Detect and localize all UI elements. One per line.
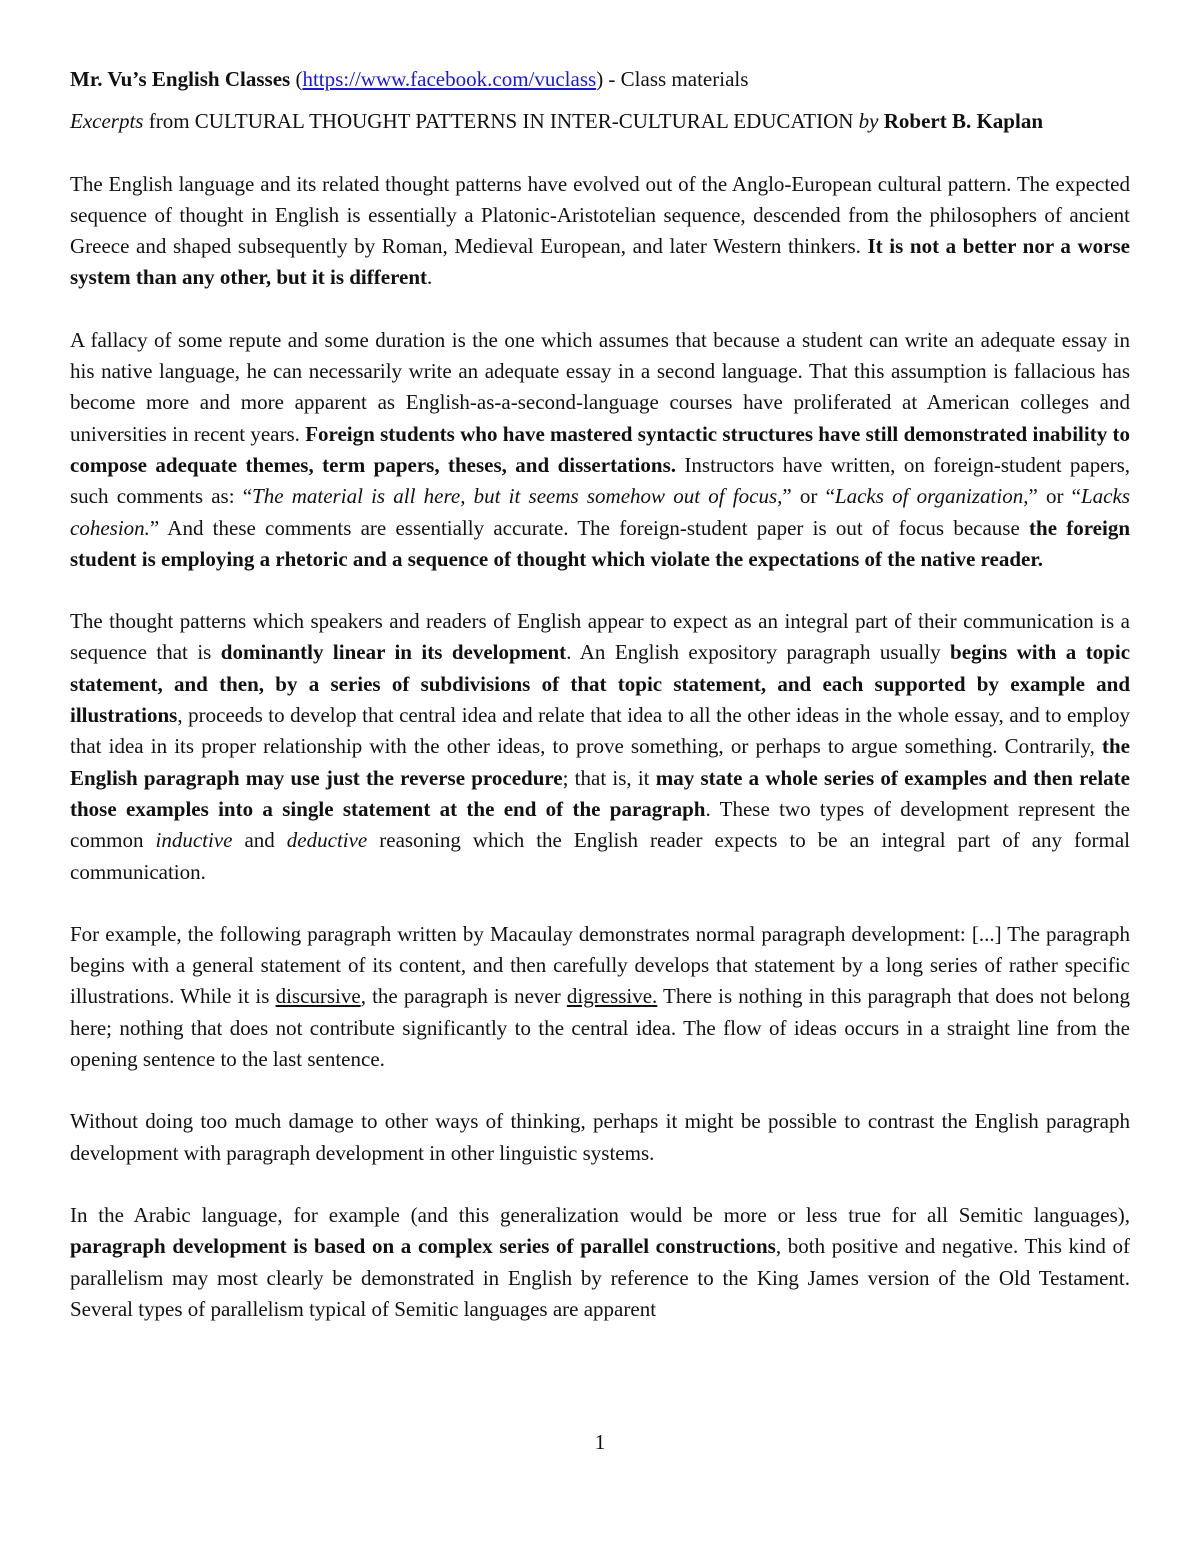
author-name: Robert B. Kaplan [878,109,1043,134]
brand-name: Mr. Vu’s English Classes [70,67,291,91]
paragraph-6: In the Arabic language, for example (and this generalization would be more or less true for all Semitic languages), paragraph development is based on a complex series of parallel constructions, both positive and negative. This kind of parallelism may most clearly be demonstrated in English by reference to the King James version of the Old Testament. Several types of parallelism typical of Semitic languages are apparent [70,1202,1130,1321]
document-header: Mr. Vu’s English Classes (https://www.facebook.com/vuclass) - Class materials [70,67,749,91]
document-title: Excerpts from CULTURAL THOUGHT PATTERNS IN INTER-CULTURAL EDUCATION by Robert B. Kaplan [70,109,1043,134]
paragraph-3: The thought patterns which speakers and readers of English appear to expect as an integral part of their communication is a sequence that is dominantly linear in its development. An English expository paragraph usually begins with a topic statement, and then, by a series of subdivisions of that topic statement, and each supported by example and illustrations, proceeds to develop that central idea and relate that idea to all the other ideas in the whole essay, and to employ that idea in its proper relationship with the other ideas, to prove something, or perhaps to argue something. Contrarily, the English paragraph may use just the reverse procedure; that is, it may state a whole series of examples and then relate those examples into a single statement at the end of the paragraph. These two types of development represent the common inductive and deductive reasoning which the English reader expects to be an integral part of any formal communication. [70,609,1131,884]
facebook-link[interactable]: https://www.facebook.com/vuclass [302,67,597,91]
page-number: 1 [594,1430,606,1454]
document-page [70,64,1130,1356]
paragraph-5: Without doing too much damage to other ways of thinking, perhaps it might be possible to contrast the English paragraph development with paragraph development in other linguistic systems. [70,1109,1130,1165]
paragraph-1: The English language and its related thought patterns have evolved out of the Anglo-European cultural pattern. The expected sequence of thought in English is essentially a Platonic-Aristotelian sequence, descended from the philosophers of ancient Greece and shaped subsequently by Roman, Medieval European, and later Western thinkers. It is not a better nor a worse system than any other, but it is different. [70,171,1130,290]
paragraph-2: A fallacy of some repute and some duration is the one which assumes that because a student can write an adequate essay in his native language, he can necessarily write an adequate essay in a second language. That this assumption is fallacious has become more and more apparent as English-as-a-second-language courses have proliferated at American colleges and universities in recent years. Foreign students who have mastered syntactic structures have still demonstrated inability to compose adequate themes, term papers, theses, and dissertations. Instructors have written, on foreign-student papers, such comments as: “The material is all here, but it seems somehow out of focus,” or “Lacks of organization,” or “Lacks cohesion.” And these comments are essentially accurate. The foreign-student paper is out of focus because the foreign student is employing a rhetoric and a sequence of thought which violate the expectations of the native reader. [70,327,1131,571]
paragraph-4: For example, the following paragraph written by Macaulay demonstrates normal paragraph development: [...] The paragraph begins with a general statement of its content, and then carefully develops that statement by a long series of rather specific illustrations. While it is discursive, the paragraph is never digressive. There is nothing in this paragraph that does not belong here; nothing that does not contribute significantly to the central idea. The flow of ideas occurs in a straight line from the opening sentence to the last sentence. [70,921,1130,1072]
